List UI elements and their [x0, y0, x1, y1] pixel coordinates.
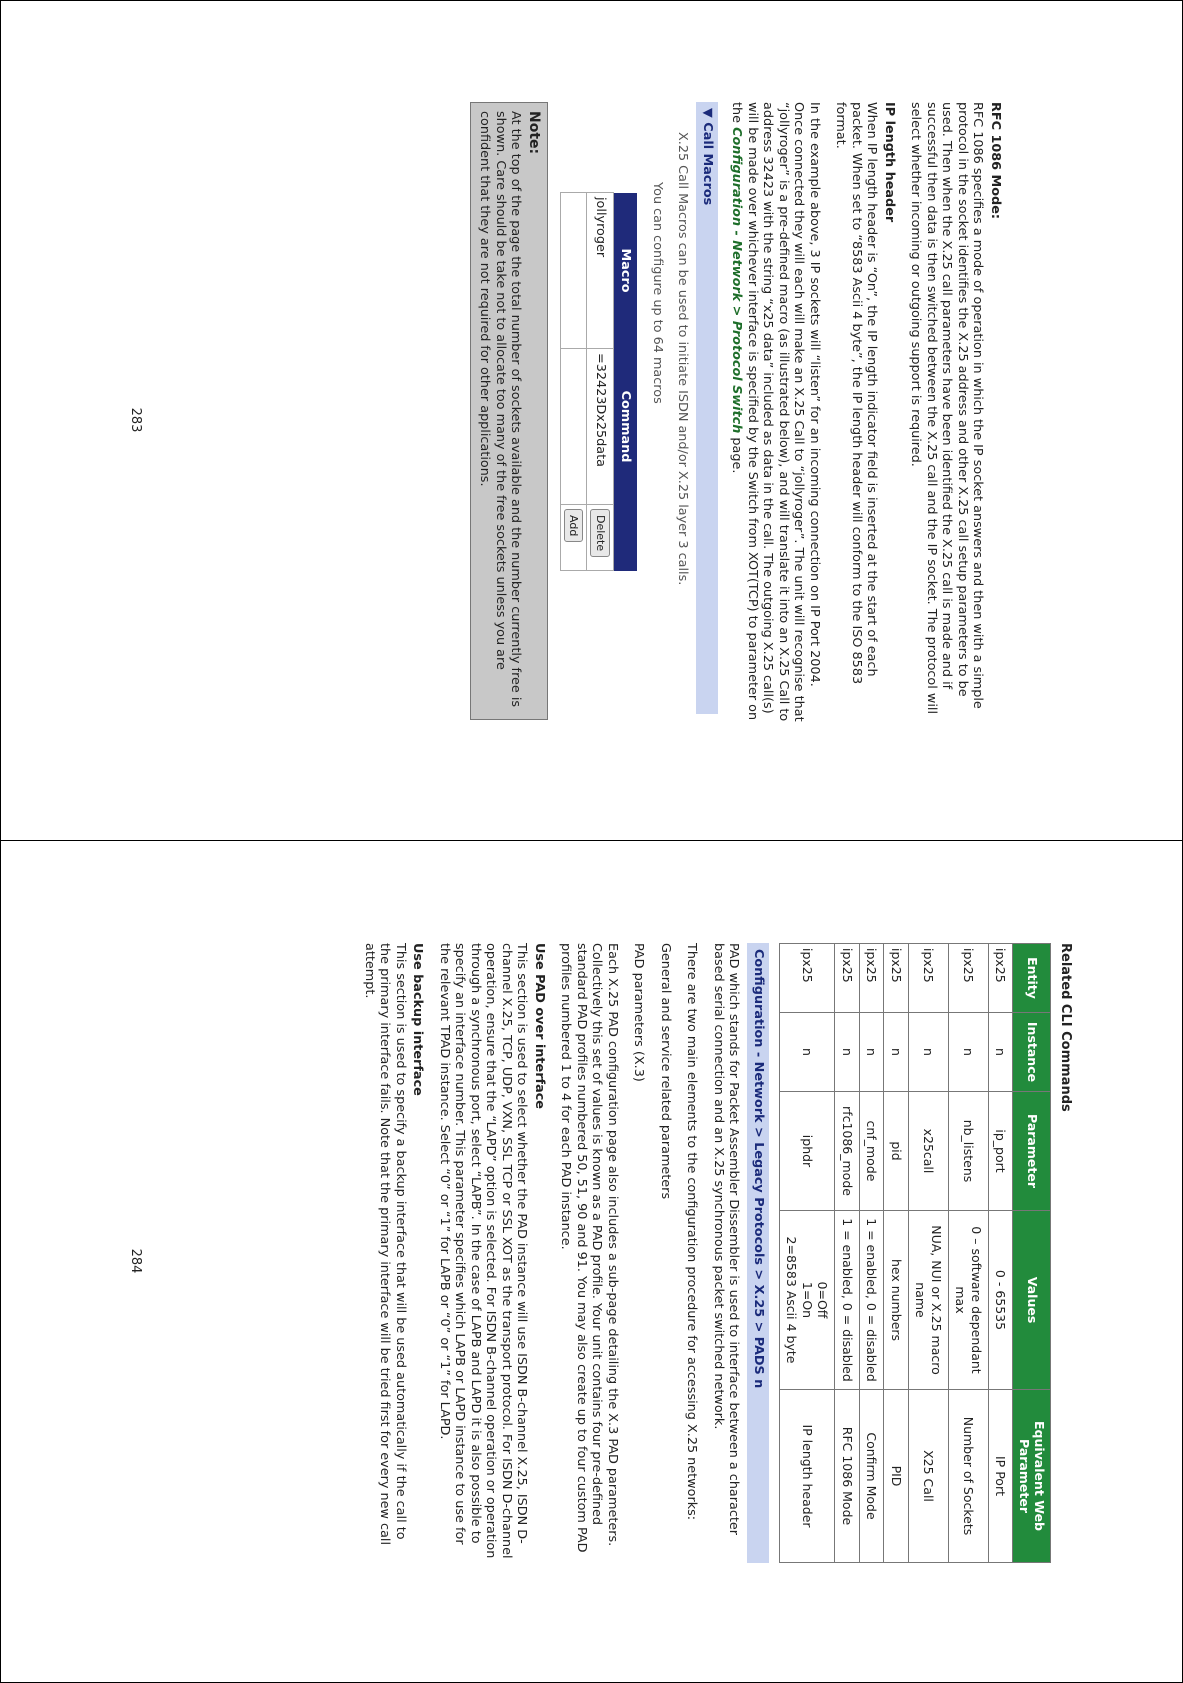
values-cell: 0=Off 1=On 2=8583 Ascii 4 byte — [780, 1211, 836, 1390]
parameter-cell: rfc1086_mode — [835, 1092, 860, 1211]
entity-cell: ipx25 — [884, 944, 909, 1013]
action-column-header — [614, 505, 638, 571]
table-row — [989, 944, 1014, 1563]
call-macros-limit-note: You can configure up to 64 macros — [650, 182, 665, 404]
backup-interface-text: This section is used to specify a backup interface that will be used automatically if the call to the primary interface fails. Note that the primary interface will be tried first for every new call attempt. — [362, 943, 408, 1546]
macro-column-header: Macro — [614, 193, 638, 349]
parameter-cell: pid — [884, 1092, 909, 1211]
instance-column-header: Instance — [1013, 1013, 1051, 1092]
values-cell: 1 = enabled, 0 = disabled — [835, 1211, 860, 1390]
macro-command-cell[interactable]: =32423Dx25data — [587, 349, 614, 505]
values-cell: NUA, NUI or X.25 macro name — [909, 1211, 949, 1390]
new-command-input[interactable] — [561, 349, 588, 505]
rfc-heading: RFC 1086 Mode: — [988, 102, 1003, 219]
parameter-cell: cnf_mode — [860, 1092, 885, 1211]
instance-cell: n — [949, 1013, 989, 1092]
table-row — [561, 193, 588, 571]
use-pad-heading: Use PAD over interface — [532, 943, 547, 1109]
instance-cell: n — [989, 1013, 1014, 1092]
pads-section-title: Configuration - Network > Legacy Protocols > X.25 > PADS n — [748, 943, 770, 1563]
web-parameter-cell: X25 Call — [909, 1390, 949, 1563]
example-paragraph — [729, 102, 822, 722]
command-column-header: Command — [614, 349, 638, 505]
general-parameters-text: General and service related parameters — [658, 943, 673, 1200]
web-parameter-column-header: Equivalent Web Parameter — [1013, 1390, 1051, 1563]
backup-interface-heading: Use backup interface — [410, 943, 426, 1096]
parameter-cell: nb_listens — [949, 1092, 989, 1211]
protocol-switch-link[interactable]: Configuration - Network > Protocol Switch — [729, 127, 745, 434]
table-row — [949, 944, 989, 1563]
page-283-content — [470, 102, 1003, 722]
x3-profile-text: Each X.25 PAD configuration page also includes a sub-page detailing the X.3 PAD parameters. Collectively this set of values is known as a PAD profile. Your unit contains four pre-defined standard PAD profiles numbered 50, 51, 90 and 91. You may also create up to four custom PAD profiles numbered 1 to 4 for each PAD instance. — [558, 943, 620, 1553]
example-text: In the example above, 3 IP sockets will “listen” for an incoming connection on IP Port 2004. Once connected they will each will make an X.25 Call to “jollyroger”. The unit will recognise that “jollyroger” is a pre-defined macro (as illustrated below), and will translate it into an X.25 Call to address 32423 with the string “x25 data” included as data in the call. The outgoing X.25 call(s) will be made over whichever interface is specified by the Switch from XOT(TCP) to parameter on the — [729, 102, 822, 722]
web-parameter-cell: IP length header — [780, 1390, 836, 1563]
page-number: 283 — [128, 407, 143, 433]
web-parameter-cell: Confirm Mode — [860, 1390, 885, 1563]
values-cell: 0 - 65535 — [989, 1211, 1014, 1390]
web-parameter-cell: RFC 1086 Mode — [835, 1390, 860, 1563]
parameter-cell: iphdr — [780, 1092, 836, 1211]
instance-cell: n — [835, 1013, 860, 1092]
instance-cell: n — [884, 1013, 909, 1092]
values-cell: 1 = enabled, 0 = disabled — [860, 1211, 885, 1390]
call-macros-table — [560, 192, 638, 571]
web-parameter-cell: Number of Sockets — [949, 1390, 989, 1563]
page-number: 284 — [128, 1248, 143, 1274]
entity-cell: ipx25 — [909, 944, 949, 1013]
pad-parameters-text: PAD parameters (X.3) — [631, 943, 647, 1082]
ip-length-heading: IP length header — [882, 102, 897, 223]
entity-column-header: Entity — [1013, 944, 1051, 1013]
add-macro-button[interactable]: Add — [564, 509, 584, 542]
note-title: Note: — [526, 111, 542, 155]
cli-commands-table — [779, 943, 1052, 1563]
table-row — [884, 944, 909, 1563]
entity-cell: ipx25 — [835, 944, 860, 1013]
values-cell: hex numbers — [884, 1211, 909, 1390]
values-cell: 0 – software dependant max — [949, 1211, 989, 1390]
new-macro-input[interactable] — [561, 193, 588, 349]
related-cli-heading: Related CLI Commands — [1058, 943, 1073, 1112]
table-row — [860, 944, 885, 1563]
use-pad-text: This section is used to select whether the PAD instance will use ISDN B-channel X.25, ISDN D-channel X.25, TCP, UDP, VXN, SSL TCP or SSL XOT as the transport protocol. For ISDN D-channel operation, ensure that the “LAPD” option is selected. For ISDN B-channel operation or operation through a synchronous port, select “LAPB”. In the case of LAPB and LAPD it is also possible to specify an interface number. This parameter specifies which LAPB or LAPD instance to use for the relevant TPAD instance. Select “0” or “1” for LAPB or “0” or “1” for LAPD. — [437, 943, 530, 1559]
table-row — [587, 193, 614, 571]
rfc-text: RFC 1086 specifies a mode of operation in which the IP socket answers and then with a simple protocol in the socket identifies the X.25 address and other X.25 call setup parameters to be used. Then when the X.25 call parameters have been identified the X.25 call is made and if successful then data is then switched between the X.25 call and the IP socket. The protocol will select whether incoming or outgoing support is required. — [908, 102, 986, 715]
instance-cell: n — [860, 1013, 885, 1092]
table-row — [780, 944, 836, 1563]
elements-text: There are two main elements to the configuration procedure for accessing X.25 networks: — [684, 943, 700, 1521]
page-283 — [0, 0, 1183, 840]
delete-macro-button[interactable]: Delete — [591, 509, 611, 557]
entity-cell: ipx25 — [860, 944, 885, 1013]
table-row — [835, 944, 860, 1563]
instance-cell: n — [909, 1013, 949, 1092]
parameter-cell: x25call — [909, 1092, 949, 1211]
ip-length-text: When IP length header is “On”, the IP length indicator field is inserted at the start of each packet. When set to “8583 Ascii 4 byte”, the IP length header will conform to the ISO 8583 format. — [833, 102, 880, 685]
note-box — [470, 102, 548, 720]
note-text: At the top of the page the total number of sockets available and the number currently free is shown. Care should be take not to allocate too many of the free sockets unless you are confident that they are not required for other applications. — [477, 111, 524, 708]
entity-cell: ipx25 — [780, 944, 836, 1013]
instance-cell: n — [780, 1013, 836, 1092]
parameter-column-header: Parameter — [1013, 1092, 1051, 1211]
web-parameter-cell: IP Port — [989, 1390, 1014, 1563]
parameter-cell: ip_port — [989, 1092, 1014, 1211]
pad-description: PAD which stands for Packet Assembler Dissembler is used to interface between a character based serial connection and an X.25 synchronous packet switched network. — [711, 943, 742, 1536]
entity-cell: ipx25 — [949, 944, 989, 1013]
example-text-end: page. — [729, 433, 745, 474]
page-284-content — [351, 943, 1074, 1563]
page-284 — [0, 841, 1183, 1681]
table-row — [909, 944, 949, 1563]
web-parameter-cell: PID — [884, 1390, 909, 1563]
call-macros-header[interactable]: ▼ Call Macros — [697, 102, 719, 714]
macro-name-cell[interactable]: jollyroger — [587, 193, 614, 349]
values-column-header: Values — [1013, 1211, 1051, 1390]
call-macros-description: X.25 Call Macros can be used to initiate ISDN and/or X.25 layer 3 calls. — [675, 132, 691, 586]
entity-cell: ipx25 — [989, 944, 1014, 1013]
